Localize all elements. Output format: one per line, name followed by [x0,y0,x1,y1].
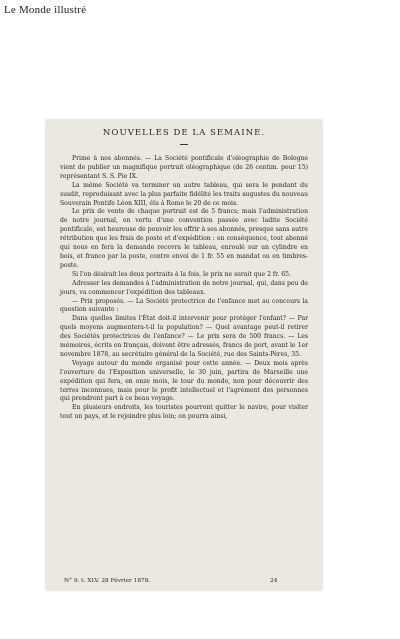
section-title: NOUVELLES DE LA SEMAINE. [102,128,266,138]
paragraph-question: Dans quelles limites l'État doit-il intervenir pour protéger l'enfant? — Par quels moyens augmentera-t-il la population? — Quel avantage peut-il retirer des Sociétés protectrices de l'enfance? — Le prix sera de 500 francs. — Les mémoires, écrits en français, doivent être adressés, francs de port, avant le 1er novembre 1878, au secrétaire général de la Société, rue des Saints-Pères, 35. [60,315,308,358]
paragraph-two-portraits: Si l'on désirait les deux portraits à la fois, le prix ne serait que 2 fr. 65. [72,270,291,278]
paragraph-touristes: En plusieurs endroits, les touristes pourront quitter le navire, pour visiter tout un pays, et le rejoindre plus loin; on pourra ainsi, [60,404,308,421]
page-footer [64,578,300,584]
scanned-page [46,120,322,590]
paragraph-prizes: — Prix proposés. — La Société protectrice de l'enfance met au concours la question suivante : [60,297,308,314]
paragraph-price: Le prix de vente de chaque portrait est de 5 francs; mais l'administration de notre journal, en vertu d'une convention passée avec ladite Société pontificale, est heureuse de pouvoir les offrir à ses abonnés, presque sans autre rétribution que les frais de poste et d'expédition : en conséquence, tout abonné qui nous en fera la demande recevra le tableau, enroulé sur un cylindre en bois, et franco par la poste, contre envoi de 1 fr. 55 en mandat ou en timbres-poste. [60,208,308,269]
page-number: 24 [270,578,278,584]
footer-signature: N° 9. t. XLV. 28 Février 1878. [64,578,151,584]
paragraph-voyage: Voyage autour du monde organisé pour cette année. — Deux mois après l'ouverture de l'Exposition universelle, le 30 juin, partira de Marseille une expédition qui fera, en onze mois, le tour du monde, non pour découvrir des terres inconnues, mais pour le profit intellectuel et l'agrément des personnes qui prendront part à ce beau voyage. [60,359,308,403]
paragraph-prime: Prime à nos abonnés. — La Société pontificale d'oléographie de Bologne vient de publier un magnifique portrait oléographique (de 26 centim. pour 15) représentant S. S. Pie IX. [60,155,308,180]
library-watermark: Le Monde illustré [4,4,87,16]
title-rule [180,144,188,145]
page-content [60,120,308,422]
paragraph-second-portrait: La même Société va terminer un autre tableau, qui sera le pendant du susdit, reproduisant avec la plus parfaite fidélité les traits augustes du nouveau Souverain Pontife Léon XIII, élu à Rome le 20 de ce mois. [60,181,308,207]
paragraph-orders: Adresser les demandes à l'administration de notre journal, qui, dans peu de jours, va commencer l'expédition des tableaux. [60,279,308,296]
